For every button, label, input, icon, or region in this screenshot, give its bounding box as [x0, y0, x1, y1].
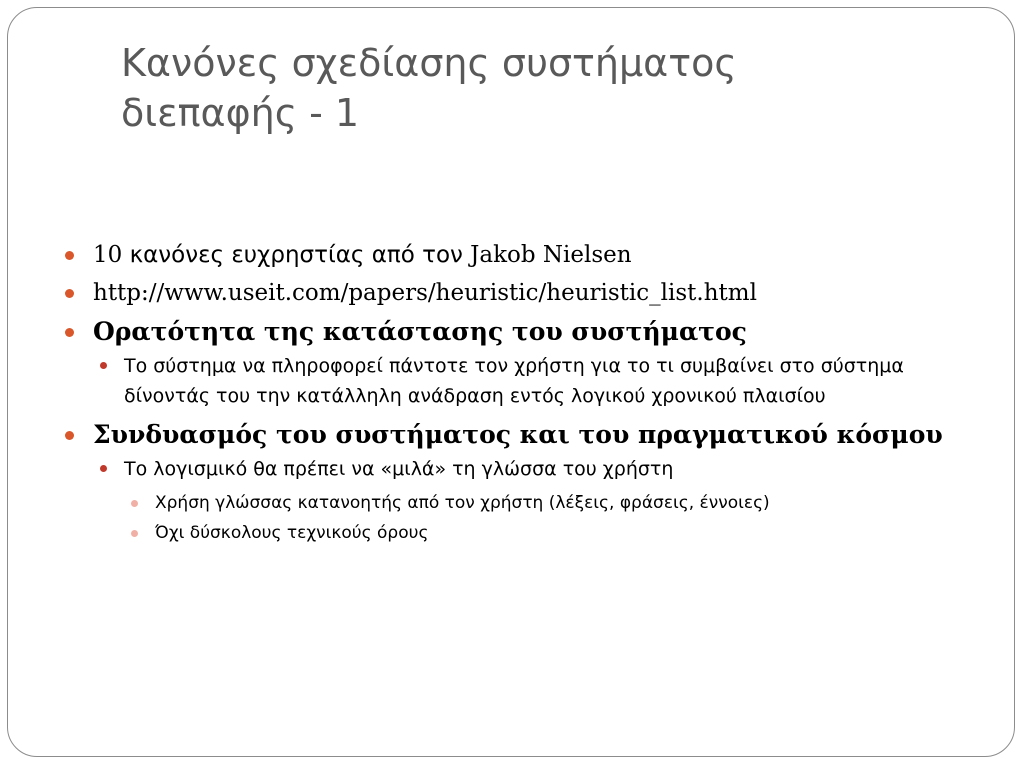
bullet-dot-icon — [65, 251, 74, 260]
bullet-number: 10 — [93, 242, 123, 268]
bullet-dot-icon — [65, 431, 74, 440]
sub-bullet-dot-icon — [100, 362, 107, 369]
bullet-dot-icon — [65, 328, 74, 337]
sub-sub-bullet-list — [124, 488, 962, 548]
slide-title-line-2: διεπαφής - 1 — [121, 91, 360, 135]
bullet-item-nielsen — [62, 240, 962, 270]
sub-sub-bullet-dot-icon — [131, 500, 138, 507]
author-name: Jakob Nielsen — [470, 242, 632, 268]
sub-bullet-dot-icon — [100, 465, 107, 472]
sub-bullet-list — [93, 351, 962, 411]
sub-bullet-text: Το λογισμικό θα πρέπει να «μιλά» τη γλώσσα του χρήστη — [124, 458, 674, 480]
sub-bullet-text: Το σύστημα να πληροφορεί πάντοτε τον χρήστη για το τι συμβαίνει στο σύστημα δίνοντάς του την κατάλληλη ανάδραση εντός λογικού χρονικού πλαισίου — [124, 355, 904, 407]
slide-title-line-1: Κανόνες σχεδίασης συστήματος — [121, 41, 737, 85]
bullet-item-url — [62, 278, 962, 308]
bullet-list — [62, 240, 962, 548]
sub-sub-bullet-text: Όχι δύσκολους τεχνικούς όρους — [155, 523, 429, 543]
sub-sub-bullet-item — [124, 488, 962, 518]
bullet-dot-icon — [65, 289, 74, 298]
url-text: http://www.useit.com/papers/heuristic/heuristic_list.html — [93, 280, 757, 306]
sub-bullet-list — [93, 454, 962, 548]
sub-sub-bullet-dot-icon — [131, 530, 138, 537]
sub-sub-bullet-text: Χρήση γλώσσας κατανοητής από τον χρήστη (λέξεις, φράσεις, έννοιες) — [155, 493, 770, 513]
bullet-heading: Συνδυασμός του συστήματος και του πραγματικού κόσμου — [93, 420, 943, 449]
sub-sub-bullet-item — [124, 518, 962, 548]
bullet-item-real-world — [62, 419, 962, 548]
bullet-heading: Ορατότητα της κατάστασης του συστήματος — [93, 317, 747, 346]
bullet-item-visibility — [62, 316, 962, 411]
slide-title — [121, 38, 941, 138]
sub-bullet-item — [93, 351, 962, 411]
sub-bullet-item — [93, 454, 962, 548]
slide-body — [62, 240, 962, 556]
bullet-text: κανόνες ευχρηστίας από τον — [129, 242, 463, 268]
slide — [7, 7, 1015, 757]
